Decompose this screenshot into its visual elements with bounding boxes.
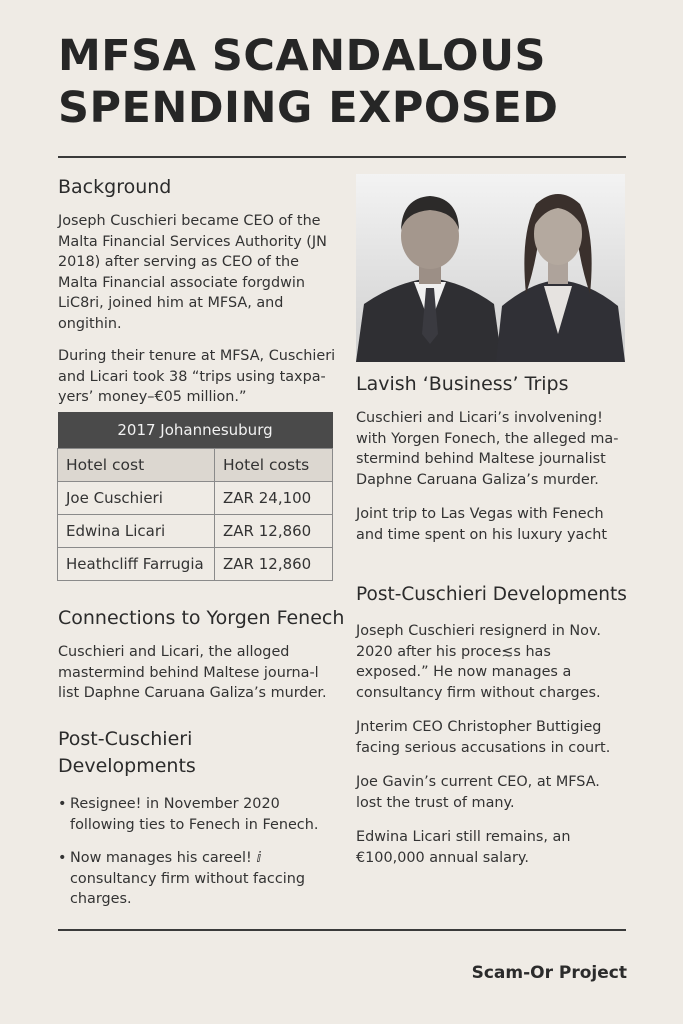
executives-photo-illustration	[356, 174, 625, 362]
table-header-row	[58, 449, 333, 482]
table-header-name: Hotel cost	[58, 449, 215, 482]
table-cell-name: Heathcliff Farrugia	[58, 548, 215, 581]
table-cell-name: Joe Cuschieri	[58, 482, 215, 515]
connections-section	[58, 606, 348, 704]
lavish-paragraph-1: Cuschieri and Licari’s involvening! with Yorgen Fonech, the alleged ma-stermind behind Maltese journalist Daphne Caruana Galiza’s murder.	[356, 410, 619, 488]
post-left-section	[58, 726, 328, 923]
headline-line-2: SPENDING EXPOSED	[58, 83, 559, 133]
table-header-cost: Hotel costs	[215, 449, 333, 482]
lavish-section	[356, 372, 646, 545]
hotel-cost-table	[57, 412, 333, 581]
lavish-paragraph-2: Joint trip to Las Vegas with Fenech and time spent on his luxury yacht	[356, 506, 608, 543]
table-cell-cost: ZAR 12,860	[215, 548, 333, 581]
bottom-divider	[58, 929, 626, 931]
table-caption: 2017 Johannesuburg	[58, 412, 333, 449]
post-left-heading	[58, 726, 328, 780]
table-cell-cost: ZAR 12,860	[215, 515, 333, 548]
left-column	[58, 175, 343, 408]
post-right-paragraph-3: Joe Gavin’s current CEO, at MFSA. lost the trust of many.	[356, 774, 600, 811]
post-right-paragraph-1: Joseph Cuschieri resignerd in Nov. 2020 after his proce≲s has exposed.” He now manages a consultancy firm without charges.	[356, 623, 601, 701]
top-divider	[58, 156, 626, 158]
table-cell-cost: ZAR 24,100	[215, 482, 333, 515]
post-right-heading: Post-Cuschieri Developments	[356, 584, 627, 605]
post-left-heading-line-1: Post-Cuschieri	[58, 728, 193, 750]
list-item: • Resignee! in November 2020 following ties to Fenech in Fenech.	[70, 794, 328, 835]
footer-credit: Scam-Or Project	[471, 963, 627, 983]
headline-line-1: MFSA SCANDALOUS	[58, 31, 546, 81]
connections-heading: Connections to Yorgen Fenech	[58, 607, 345, 629]
table-row	[58, 515, 333, 548]
post-right-paragraph-4: Edwina Licari still remains, an €100,000 annual salary.	[356, 829, 571, 866]
background-heading: Background	[58, 176, 172, 198]
list-item: • Now manages his careel! ⅈ consultancy firm without faccing charges.	[70, 848, 328, 910]
background-paragraph-2: During their tenure at MFSA, Cuschieri and Licari took 38 “trips using taxpa-yers’ money–€05 million.”	[58, 348, 336, 405]
post-right-section	[356, 583, 656, 868]
headline	[58, 30, 658, 134]
executives-photo	[356, 174, 625, 362]
table-row	[58, 548, 333, 581]
post-left-heading-line-2: Developments	[58, 755, 196, 777]
post-left-bullets	[58, 794, 328, 910]
post-right-paragraph-2: Jnterim CEO Christopher Buttigieg facing serious accusations in court.	[356, 719, 611, 756]
connections-paragraph: Cuschieri and Licari, the alloged mastermind behind Maltese journa-l list Daphne Caruana Galiza’s murder.	[58, 644, 327, 701]
background-paragraph-1: Joseph Cuschieri became CEO of the Malta Financial Services Authority (JN 2018) after serving as CEO of the Malta Financial associate forgdwin LiC8ri, joined him at MFSA, and ongithin.	[58, 213, 327, 332]
table-row	[58, 482, 333, 515]
table-cell-name: Edwina Licari	[58, 515, 215, 548]
lavish-heading: Lavish ‘Business’ Trips	[356, 373, 569, 395]
